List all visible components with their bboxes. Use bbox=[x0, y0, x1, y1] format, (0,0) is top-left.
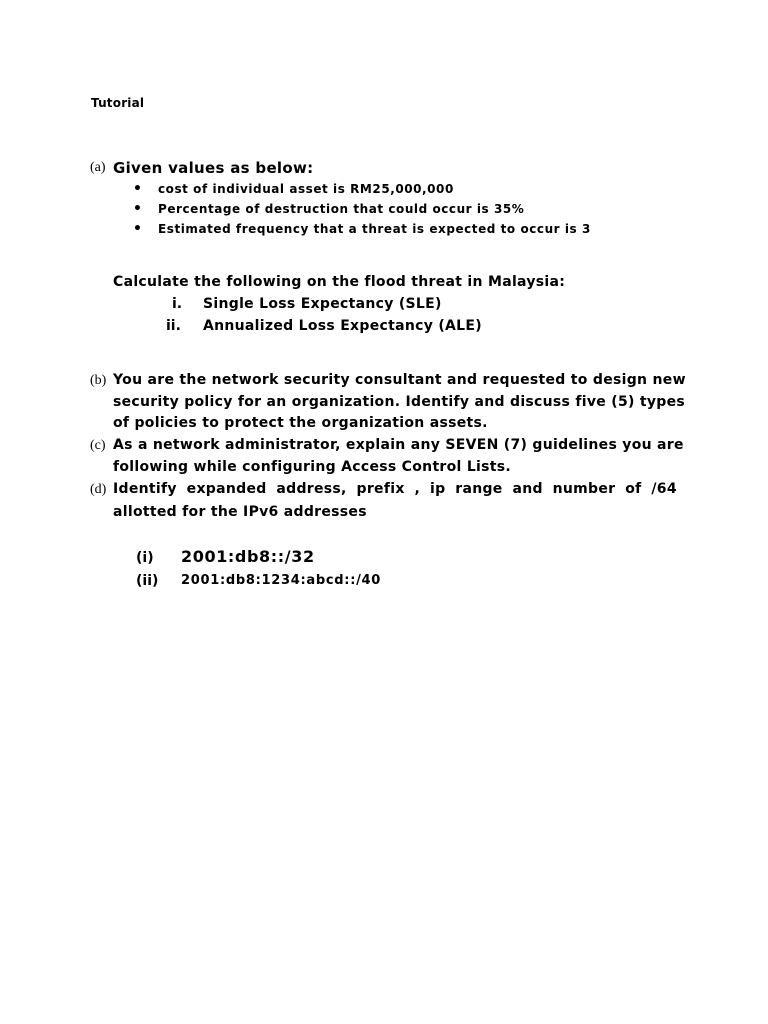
word: of bbox=[625, 481, 642, 497]
word: prefix bbox=[356, 481, 405, 497]
question-a-intro: Given values as below: bbox=[113, 159, 314, 177]
word: , bbox=[414, 481, 421, 497]
word: address, bbox=[276, 481, 347, 497]
bullet-text-2: Percentage of destruction that could occur is 35% bbox=[158, 202, 525, 216]
question-c-line-2: following while configuring Access Control Lists. bbox=[113, 459, 512, 475]
page-title: Tutorial bbox=[91, 96, 145, 110]
question-b-line-2: security policy for an organization. Identify and discuss five (5) types bbox=[113, 394, 686, 410]
question-b-line-3: of policies to protect the organization assets. bbox=[113, 415, 488, 431]
question-b-line-1: You are the network security consultant and requested to design new bbox=[113, 372, 686, 388]
list-item-text: Annualized Loss Expectancy (ALE) bbox=[203, 318, 482, 334]
word: and bbox=[512, 481, 543, 497]
word: expanded bbox=[186, 481, 267, 497]
question-c-line-1: As a network administrator, explain any SEVEN (7) guidelines you are bbox=[113, 437, 684, 453]
question-c-marker: (c) bbox=[90, 438, 106, 453]
bullet-text-1: cost of individual asset is RM25,000,000 bbox=[158, 182, 454, 196]
bullet-icon: • bbox=[133, 181, 142, 197]
word: range bbox=[455, 481, 503, 497]
question-a-instruction: Calculate the following on the flood threat in Malaysia: bbox=[113, 274, 566, 290]
word: number bbox=[552, 481, 616, 497]
address-value-i: 2001:db8::/32 bbox=[181, 547, 315, 566]
word: Identify bbox=[113, 481, 177, 497]
question-d-line-2: allotted for the IPv6 addresses bbox=[113, 504, 367, 520]
bullet-icon: • bbox=[133, 201, 142, 217]
question-d-line-1 bbox=[113, 481, 677, 497]
bullet-icon: • bbox=[133, 221, 142, 237]
word: ip bbox=[430, 481, 446, 497]
question-a-marker: (a) bbox=[90, 160, 106, 175]
question-d-marker: (d) bbox=[90, 482, 107, 497]
list-item-numeral: i. bbox=[172, 296, 183, 312]
word: /64 bbox=[651, 481, 677, 497]
list-item-text: Single Loss Expectancy (SLE) bbox=[203, 296, 442, 312]
bullet-text-3: Estimated frequency that a threat is expected to occur is 3 bbox=[158, 222, 591, 236]
list-item-numeral: ii. bbox=[166, 318, 181, 334]
address-value-ii: 2001:db8:1234:abcd::/40 bbox=[181, 573, 382, 588]
address-label-i: (i) bbox=[136, 550, 154, 566]
address-label-ii: (ii) bbox=[136, 573, 159, 589]
question-b-marker: (b) bbox=[90, 373, 107, 388]
